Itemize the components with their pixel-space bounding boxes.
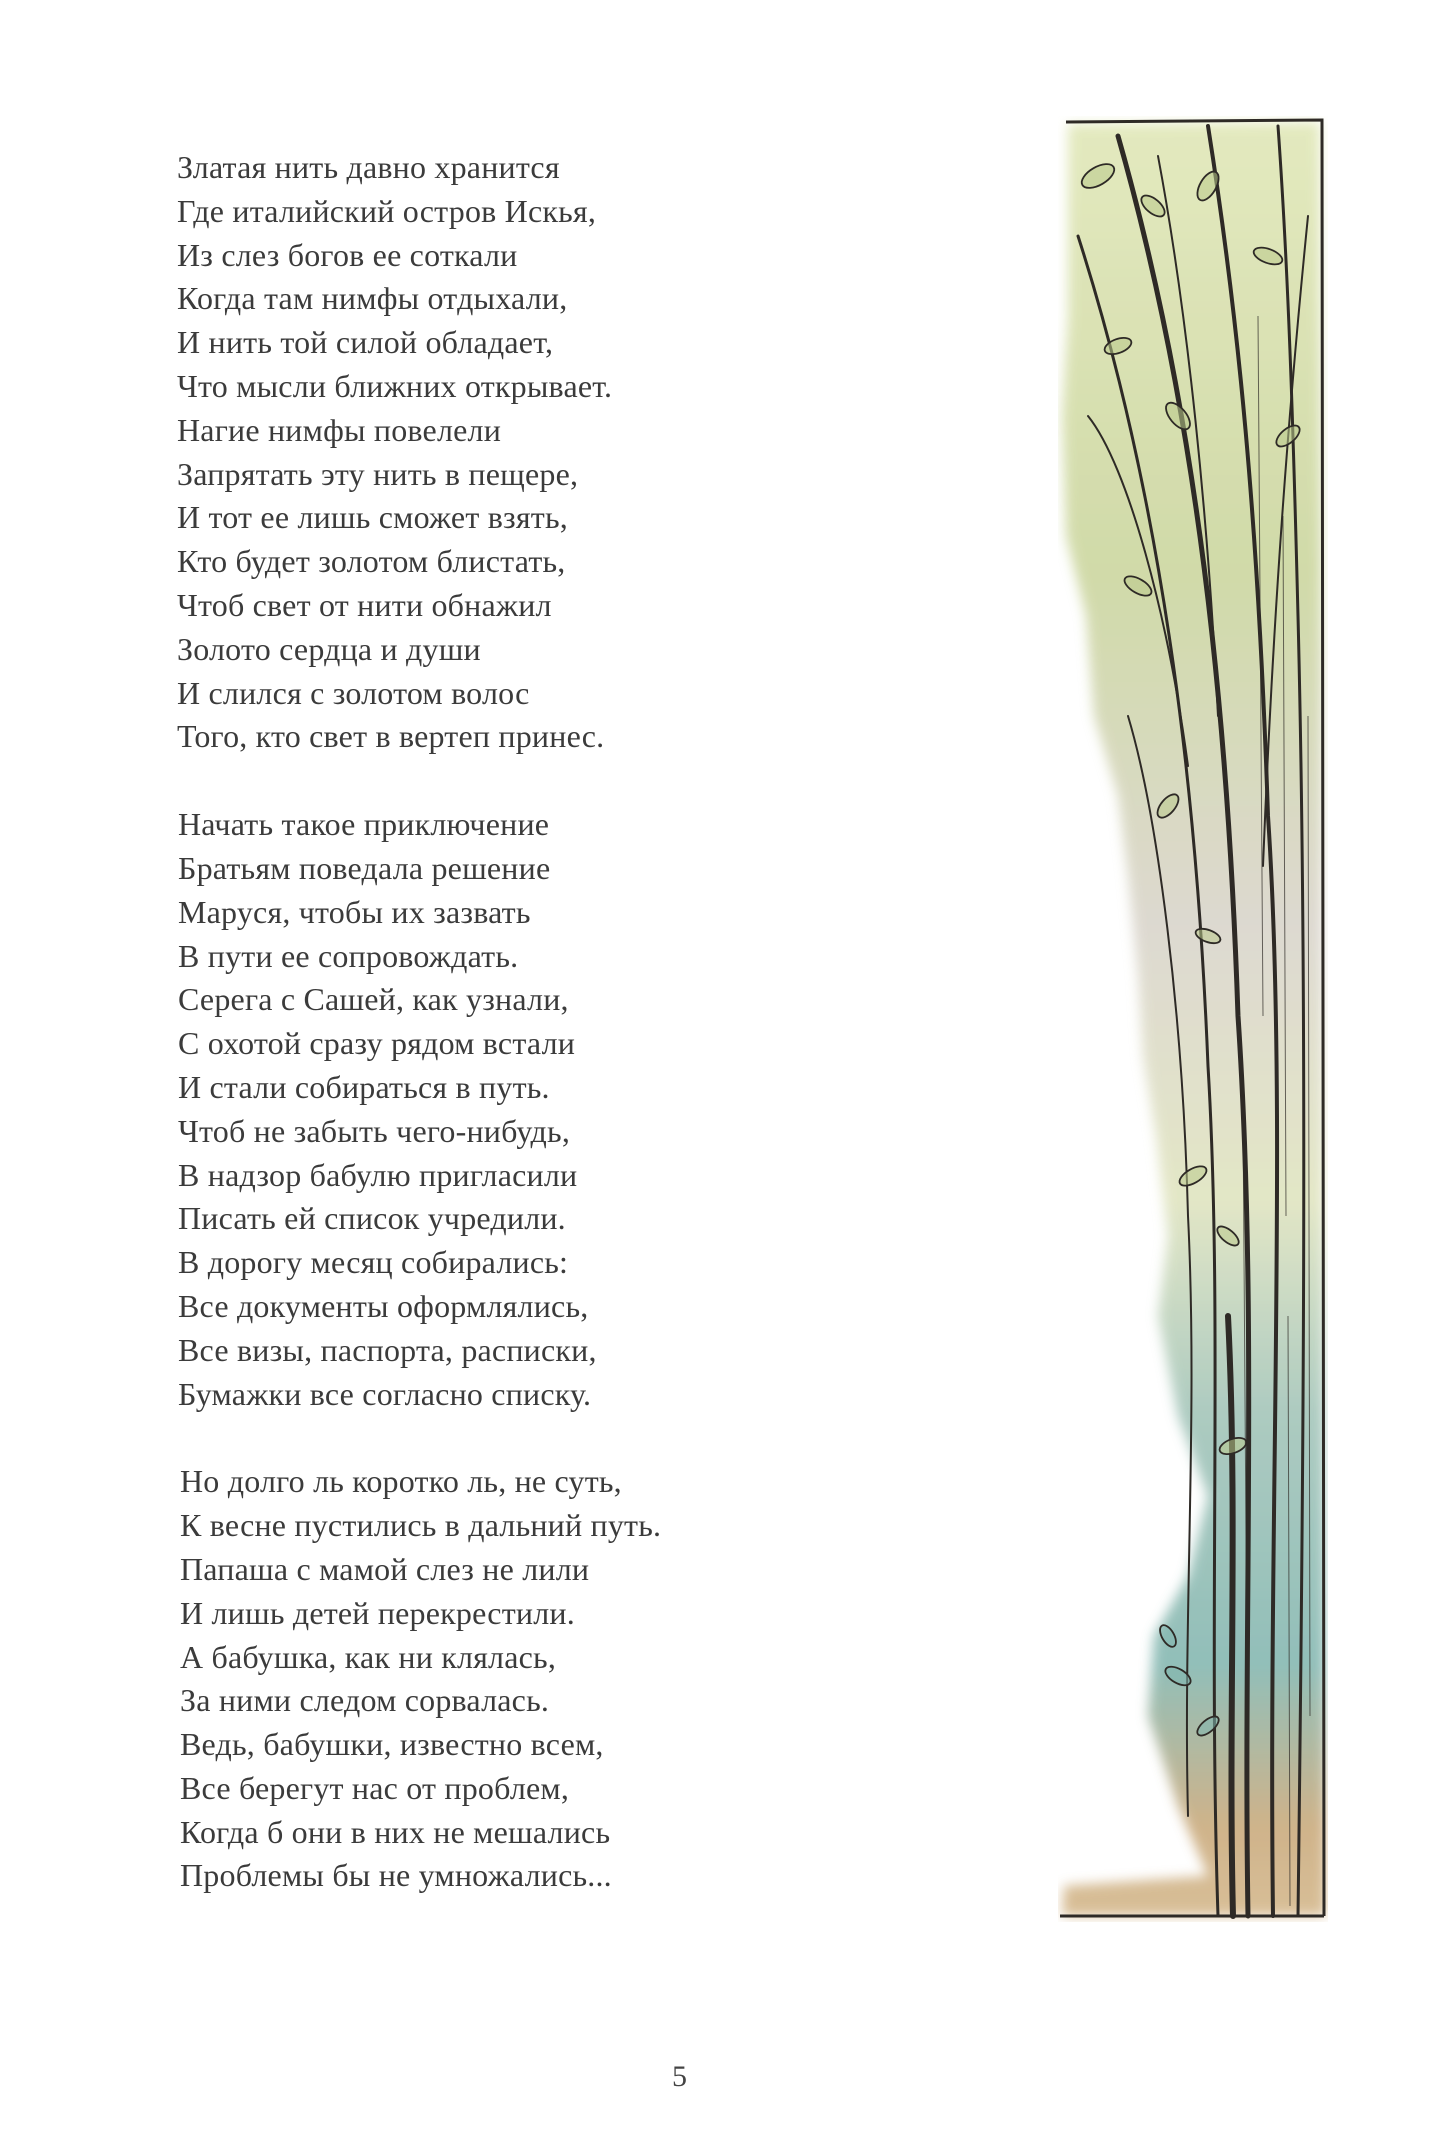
poem-line: Бумажки все согласно списку. xyxy=(178,1375,592,1412)
poem-line: Начать такое приключение xyxy=(178,806,550,843)
poem-line: И слился с золотом волос xyxy=(177,674,530,711)
poem-line: Серега с Сашей, как узнали, xyxy=(178,981,569,1018)
poem-line: Все визы, паспорта, расписки, xyxy=(178,1331,597,1368)
poem-text xyxy=(177,146,777,1898)
page-number: 5 xyxy=(672,2060,687,2093)
poem-line: Чтоб свет от нити обнажил xyxy=(177,586,552,623)
stanza-1 xyxy=(177,146,777,759)
poem-line: Но долго ль коротко ль, не суть, xyxy=(180,1463,622,1500)
poem-line: Из слез богов ее соткали xyxy=(177,236,518,273)
poem-line: Золото сердца и души xyxy=(177,630,481,667)
poem-line: Запрятать эту нить в пещере, xyxy=(177,455,579,492)
poem-line: Маруся, чтобы их зазвать xyxy=(178,893,531,930)
poem-line: Нагие нимфы повелели xyxy=(177,411,502,448)
poem-line: Все документы оформлялись, xyxy=(178,1287,589,1324)
poem-line: Чтоб не забыть чего-нибудь, xyxy=(178,1112,571,1149)
poem-line: И лишь детей перекрестили. xyxy=(180,1594,575,1631)
poem-line: К весне пустились в дальний путь. xyxy=(180,1507,662,1544)
poem-line: В надзор бабулю пригласили xyxy=(178,1156,578,1193)
poem-line: Ведь, бабушки, известно всем, xyxy=(180,1726,604,1763)
poem-line: Что мысли ближних открывает. xyxy=(177,367,613,404)
poem-line: И тот ее лишь сможет взять, xyxy=(177,499,568,536)
poem-line: Златая нить давно хранится xyxy=(177,149,560,185)
poem-line: Когда б они в них не мешались xyxy=(180,1813,611,1850)
poem-line: Папаша с мамой слез не лили xyxy=(180,1550,590,1587)
poem-line: С охотой сразу рядом встали xyxy=(178,1025,576,1062)
poem-line: Когда там нимфы отдыхали, xyxy=(177,280,568,317)
poem-line: Где италийский остров Искья, xyxy=(177,192,597,229)
poem-line: И нить той силой обладает, xyxy=(177,324,554,361)
stanza-2 xyxy=(178,803,777,1416)
poem-line: Проблемы бы не умножались... xyxy=(180,1857,612,1894)
poem-line: Кто будет золотом блистать, xyxy=(177,543,566,580)
poem-line: В дорогу месяц собирались: xyxy=(178,1244,569,1281)
poem-line: Писать ей список учредили. xyxy=(178,1200,566,1237)
poem-line: И стали собираться в путь. xyxy=(178,1068,550,1105)
poem-line: А бабушка, как ни клялась, xyxy=(180,1638,557,1675)
poem-line: В пути ее сопровождать. xyxy=(178,937,519,974)
poem-line: За ними следом сорвалась. xyxy=(180,1682,550,1719)
poem-line: Братьям поведала решение xyxy=(178,849,551,886)
tree-illustration xyxy=(1058,116,1328,1922)
tree-branches-icon xyxy=(1058,116,1328,1922)
stanza-3 xyxy=(180,1460,777,1898)
poem-line: Того, кто свет в вертеп принес. xyxy=(177,718,605,755)
poem-line: Все берегут нас от проблем, xyxy=(180,1769,570,1806)
